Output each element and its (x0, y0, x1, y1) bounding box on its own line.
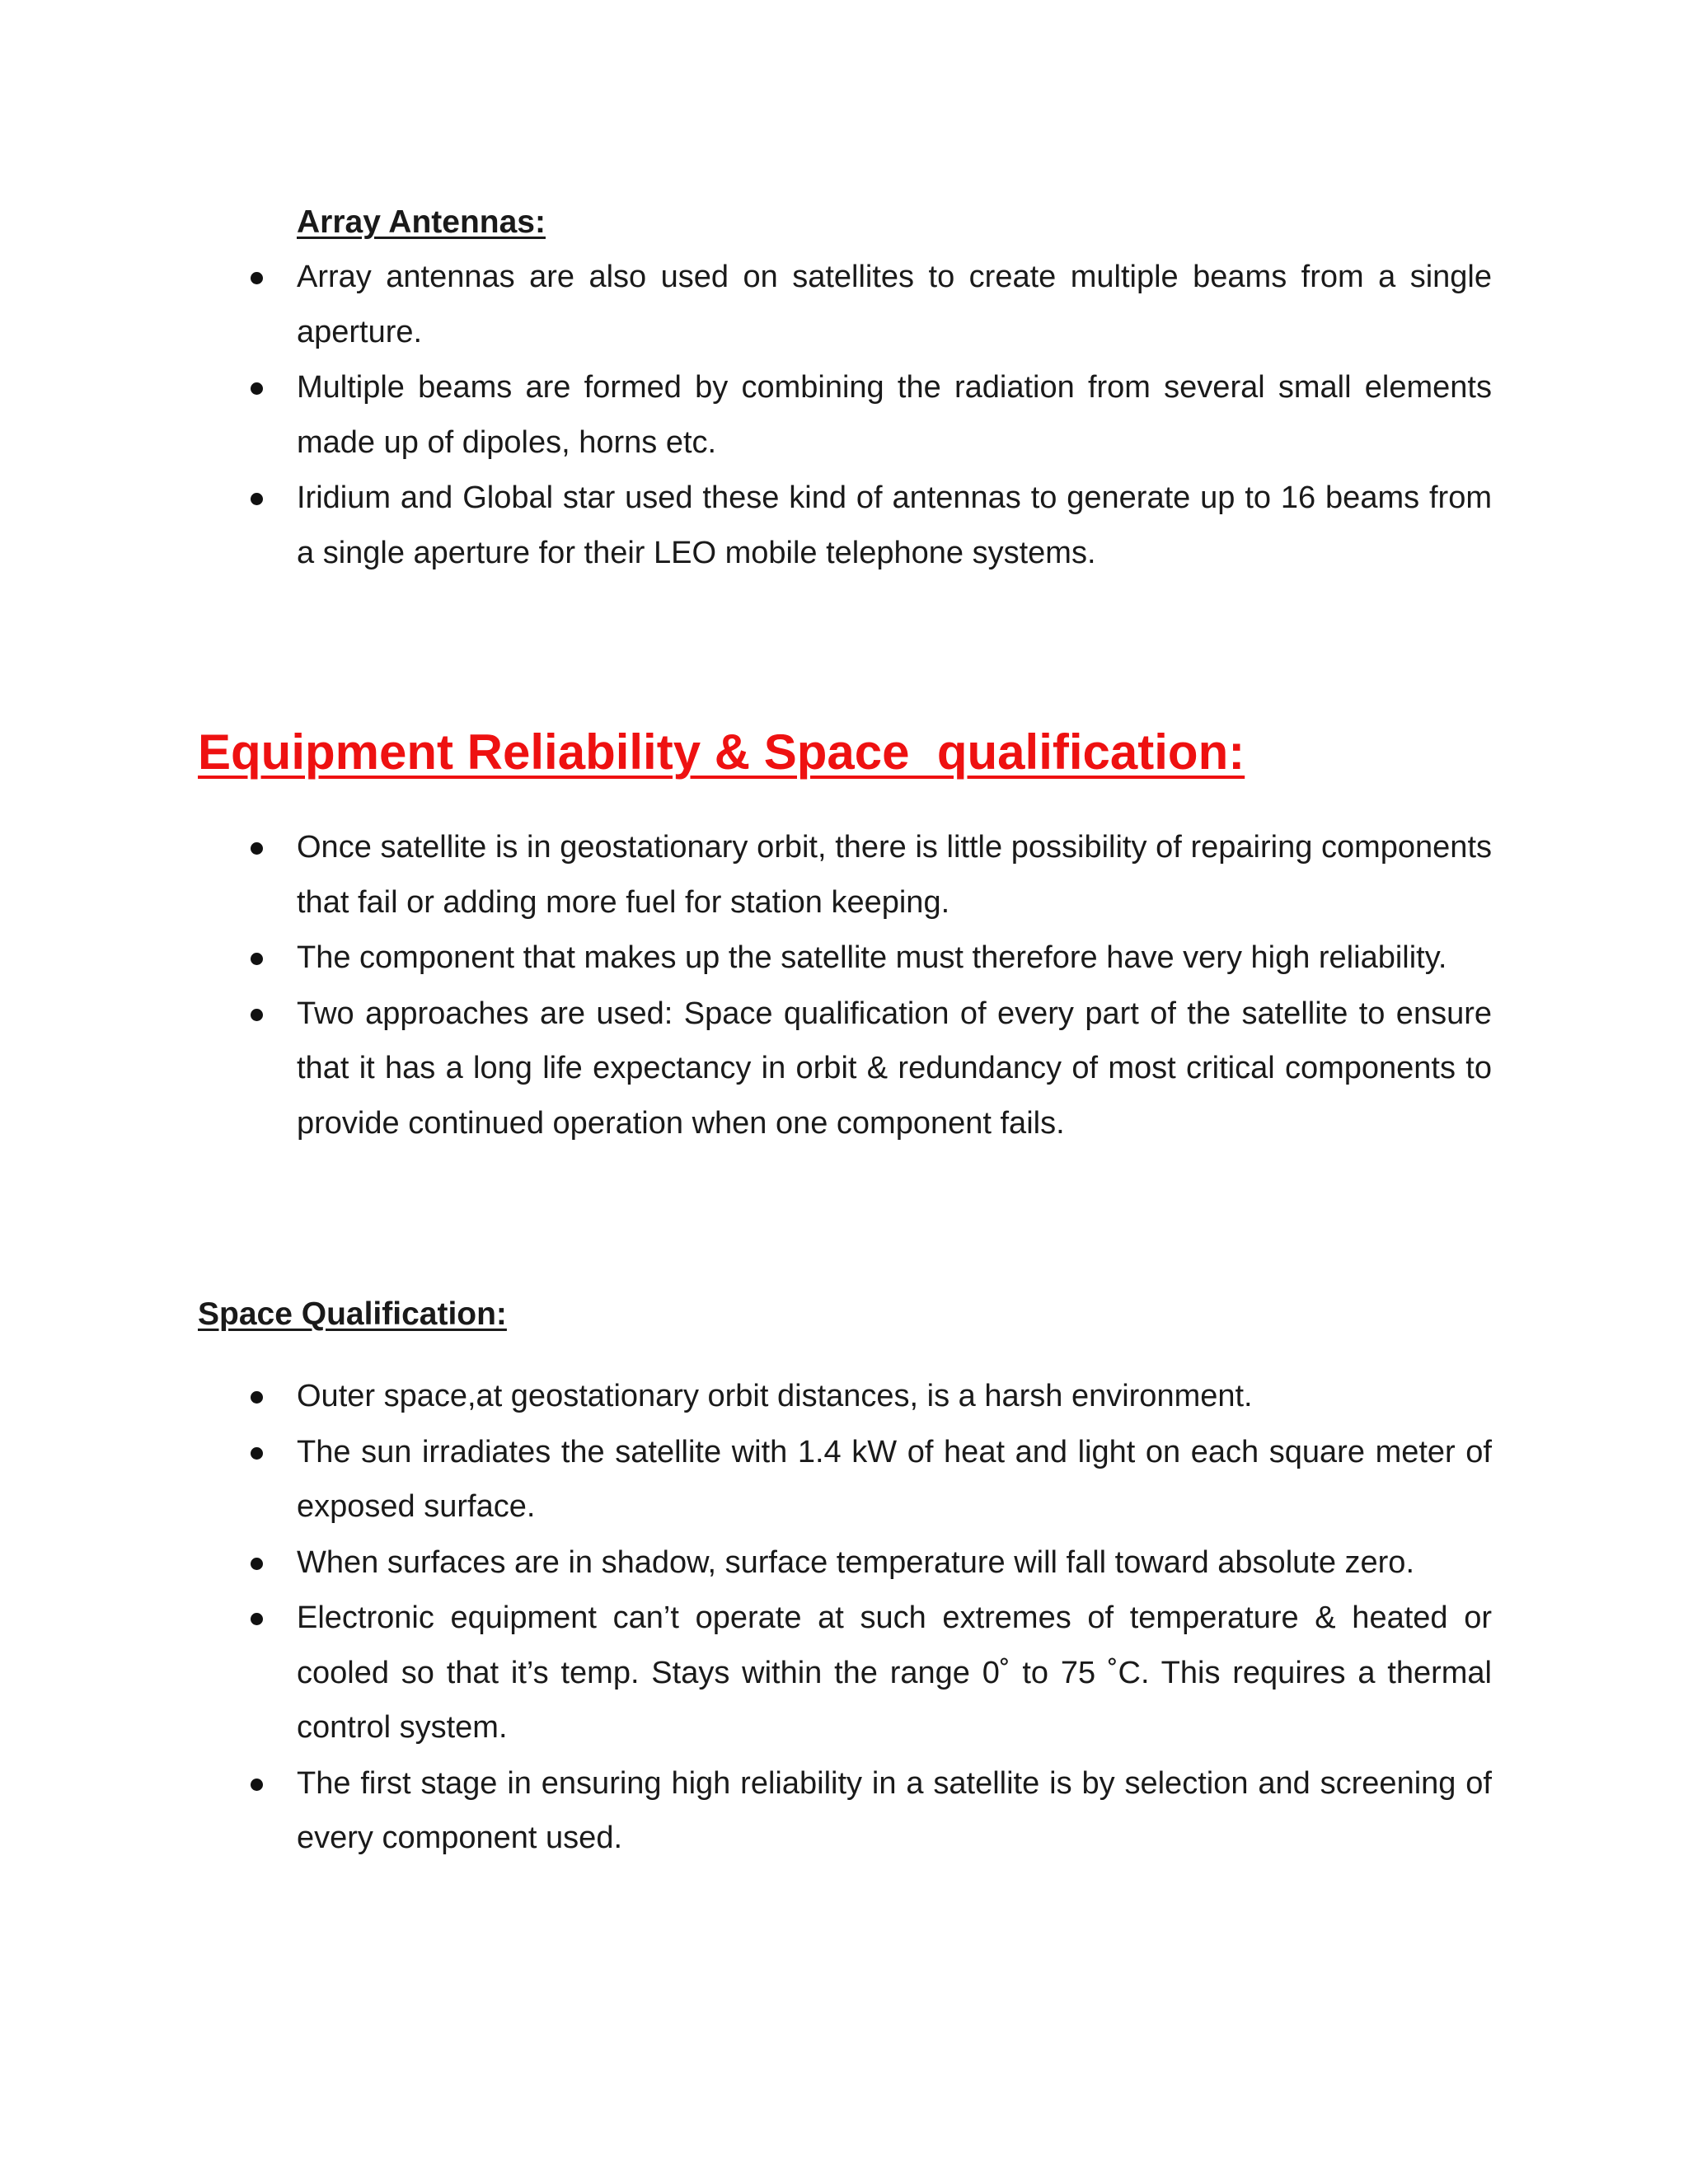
list-item (198, 1425, 1492, 1535)
list-item-text: The sun irradiates the satellite with 1.4 kW of heat and light on each square meter of exposed surface. (297, 1434, 1492, 1524)
bullet-icon (251, 1779, 263, 1791)
bullet-icon (251, 953, 263, 965)
list-item (198, 930, 1492, 986)
list-item (198, 1369, 1492, 1424)
list-item-text: Multiple beams are formed by combining the radiation from several small elements made up of dipoles, horns etc. (297, 370, 1492, 460)
list-item (198, 1756, 1492, 1866)
list-item (198, 1535, 1492, 1591)
bullet-icon (251, 1613, 263, 1625)
list-item (198, 471, 1492, 580)
bullet-icon (251, 382, 263, 395)
bullet-icon (251, 1391, 263, 1404)
list-item (198, 987, 1492, 1151)
space-qualification-section (198, 1287, 1492, 1342)
bullet-icon (251, 1447, 263, 1460)
space-qualification-list (198, 1369, 1492, 1866)
bullet-icon (251, 842, 263, 855)
list-item-text: Outer space,at geostationary orbit distances, is a harsh environment. (297, 1379, 1253, 1413)
equipment-reliability-list (198, 820, 1492, 1151)
list-item-text: Two approaches are used: Space qualification of every part of the satellite to ensure that it has a long life expectancy in orbit & redundancy of most critical components to provide continued operation when one component fails. (297, 996, 1492, 1141)
list-item (198, 820, 1492, 930)
bullet-icon (251, 493, 263, 505)
array-antennas-heading: Array Antennas: (297, 204, 546, 240)
space-qualification-body (198, 1369, 1492, 1867)
list-item-text: Iridium and Global star used these kind of antennas to generate up to 16 beams from a single aperture for their LEO mobile telephone systems. (297, 480, 1492, 570)
list-item-text: Once satellite is in geostationary orbit, there is little possibility of repairing components that fail or adding more fuel for station keeping. (297, 830, 1492, 920)
bullet-icon (251, 272, 263, 284)
list-item (198, 250, 1492, 359)
list-item (198, 1591, 1492, 1755)
list-item-text: The component that makes up the satellite must therefore have very high reliability. (297, 940, 1447, 975)
bullet-icon (251, 1009, 263, 1021)
list-item-text: When surfaces are in shadow, surface temperature will fall toward absolute zero. (297, 1544, 1414, 1580)
list-item-text: Array antennas are also used on satellites to create multiple beams from a single aperture. (297, 260, 1492, 349)
space-qualification-heading: Space Qualification: (198, 1296, 507, 1332)
list-item-text: Electronic equipment can’t operate at such extremes of temperature & heated or cooled so that it’s temp. Stays within the range 0˚ to 75 ˚C. This requires a thermal control system. (297, 1601, 1492, 1745)
equipment-reliability-section (198, 719, 1492, 785)
equipment-reliability-heading: Equipment Reliability & Space qualification: (198, 724, 1245, 780)
bullet-icon (251, 1558, 263, 1570)
list-item (198, 360, 1492, 470)
array-antennas-list (198, 250, 1492, 580)
array-antennas-section (198, 195, 1492, 581)
equipment-reliability-body (198, 820, 1492, 1151)
list-item-text: The first stage in ensuring high reliability in a satellite is by selection and screening of every component used. (297, 1765, 1492, 1855)
